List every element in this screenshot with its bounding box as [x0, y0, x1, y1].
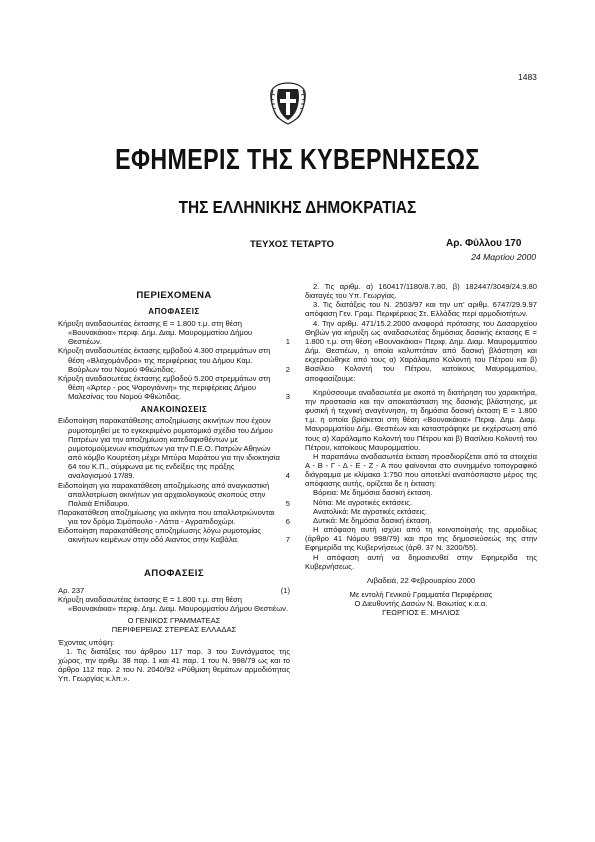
toc-entry-text: Ειδοποίηση παρακατάθεσης αποζημίωσης ακινήτων που έχουν ρυμοτομηθεί με το εγκεκριμένο ρυμοτομικό σχέδιο του Δήμου Πατρέων για την αποζημίωση κατεδαφισθέντων με ρυμοτομούμενων κτισμάτων για την Π.Ε.Ο. Πατρών Αθηνών από κόμβο Κουρτέση μέχρι Μπύρα Μαράτου για την ιδιοκτησία 64 του Κ.Π., σύμφωνα με τις ενδείξεις της πράξης αναλογισμού 17/89. — [58, 416, 280, 481]
toc-entry[interactable] — [58, 319, 290, 346]
place-date: Λιβαδειά, 22 Φεβρουαρίου 2000 — [366, 575, 476, 585]
toc-entry-text: Κήρυξη αναδασωτέας έκτασης Ε = 1.800 τ.μ. στη θέση «Βουνακάκια» περιφ. Δημ. Διαμ. Μαυρομματίου Δήμου Θεστιέων. — [58, 319, 253, 347]
toc-entry[interactable] — [58, 508, 290, 526]
issue-date: 24 Μαρτίου 2000 — [471, 252, 536, 262]
considering-label: Έχοντας υπόψη: — [58, 637, 115, 647]
consideration-item-4: 4. Την αριθμ. 471/15.2.2000 αναφορά πρότασης του Δασαρχείου Θηβών για κήρυξη ως αναδασωτέας δημόσιας δασικής έκτασης Ε = 1.800 τ.μ. στη θέση «Βουνακάκια» Περιφ. Δημ. Διαμ. Μαυρομματίου Δήμ. Θεστιέων, η οποία καλυπτόταν από δασική βλάστηση και εκχερσώθηκε από τους α) Χαράλαμπο Κολοντή του Πέτρου και β) Βασίλειο Κολοντή του Πέτρου, κατοίκους Μαυρομματίου, αποφασίζουμε: — [305, 318, 537, 383]
signature-line-1: Με εντολή Γενικού Γραμματέα Περιφέρειας — [349, 590, 493, 599]
toc-entry-page: 6 — [285, 517, 290, 527]
consideration-item-2: 2. Τις αριθμ. α) 160417/1180/8.7.80, β) 182447/3049/24.9.80 διαταγές του Υπ. Γεωργίας. — [305, 282, 537, 301]
issue-type: ΤΕΥΧΟΣ ΤΕΤΑΡΤΟ — [250, 239, 334, 250]
toc-entry[interactable] — [58, 374, 290, 401]
gazette-title: ΕΦΗΜΕΡΙΣ ΤΗΣ ΚΥΒΕΡΝΗΣΕΩΣ — [115, 144, 480, 176]
toc-decisions-title: ΑΠΟΦΑΣΕΙΣ — [148, 307, 200, 316]
toc-entry[interactable] — [58, 481, 290, 508]
toc-entry-page: 4 — [285, 471, 290, 481]
right-column — [305, 282, 537, 617]
signature-line-2: Ο Διευθυντής Δασών Ν. Βοιωτίας κ.α.α. — [354, 599, 488, 609]
bound-east: Ανατολικά: Με αγροτικές εκτάσεις. — [313, 506, 427, 516]
page-number: 1483 — [518, 72, 537, 82]
toc-entry-text: Κήρυξη αναδασωτέας έκτασης εμβαδού 4.300 στρεμμάτων στη θέση «Βλαχομάνδρα» της περιφέρειας του Δήμου Καμ. Βούρλων του Νομού Φθιώτιδας. — [58, 346, 271, 374]
decisions-heading: ΑΠΟΦΑΣΕΙΣ — [143, 567, 205, 579]
toc-entry-text: Κήρυξη αναδασωτέας έκτασης εμβαδού 5.200 στρεμμάτων στη θέση «Άρτερ - ρος Ψαρογιάννη» της περιφέρειας Δήμου Μαλεσίνας του Νομού Φθιώτιδας. — [58, 373, 271, 402]
toc-entry-page: 1 — [285, 337, 290, 347]
toc-notices-title: ΑΝΑΚΟΙΝΩΣΕΙΣ — [140, 405, 208, 415]
decision-number-row — [58, 586, 290, 595]
toc-title: ΠΕΡΙΕΧΟΜΕΝΑ — [136, 290, 212, 301]
toc-entry-page: 2 — [285, 364, 290, 374]
bound-north: Βόρεια: Με δημόσια δασική έκταση. — [313, 488, 433, 498]
decision-body-3: Η απόφαση αυτή ισχύει από τη κοινοποίησής της αρμοδίως (άρθρο 41 Νόμου 998/79) και προ της δημοσιεύσεώς της στην Εφημερίδα της Κυβερνήσεως (άρθ. 37 Ν. 3200/55). — [305, 525, 537, 553]
bound-west: Δυτικά: Με δημόσια δασική έκταση. — [313, 515, 432, 525]
gazette-subtitle: ΤΗΣ ΕΛΛΗΝΙΚΗΣ ΔΗΜΟΚΡΑΤΙΑΣ — [178, 197, 417, 217]
left-column — [58, 290, 290, 683]
toc-entry[interactable] — [58, 346, 290, 373]
toc-entry-text: Ειδοποίηση παρακατάθεσης αποζημίωσης λόγω ρυμοτομίας ακινήτων κειμένων στην οδό Αιαντος στην Καβάλα. — [58, 526, 262, 545]
signatory-name: ΓΕΩΡΓΙΟΣ Ε. ΜΗΛΙΟΣ — [382, 608, 460, 618]
bound-south: Νότια: Με αγροτικές εκτάσεις. — [313, 497, 412, 507]
decision-body-4: Η απόφαση αυτή να δημοσιευθεί στην Εφημερίδα της Κυβερνήσεως. — [305, 552, 537, 571]
toc-entry[interactable] — [58, 416, 290, 480]
toc-entry-text: Παρακατάθεση αποζημίωσης για ακίνητα που απαλλοτριώνονται για τον δρόμο Σιμόπουλο - Λάττα - Αγραπιδοχώρι. — [58, 507, 275, 527]
toc-entry-page: 7 — [285, 535, 290, 545]
consideration-item-1: 1. Τις διατάξεις του άρθρου 117 παρ. 3 του Συντάγματος της χώρας, την αριθμ. 38 παρ. 1 και 41 παρ. 1 του Ν. 998/79 ως και το άρθρο 112 παρ. 2 του Ν. 2040/92 «Ρύθμιση θεμάτων αρμοδιότητας Υπ. Γεωργίας κ.λπ.». — [58, 646, 290, 684]
authority-line-2: ΠΕΡΙΦΕΡΕΙΑΣ ΣΤΕΡΕΑΣ ΕΛΛΑΔΑΣ — [111, 625, 237, 635]
authority-line-1: Ο ΓΕΝΙΚΟΣ ΓΡΑΜΜΑΤΕΑΣ — [127, 616, 221, 626]
decision-body-2: Η παραπάνω αναδασωτέα έκταση προσδιορίζεται από τα στοιχεία Α - Β - Γ - Δ - Ε - Ζ - Α που φαίνονται στο συνημμένο τοπογραφικό διάγραμμα με κλίμακα 1:750 που αποτελεί αναπόσπαστο μέρος της απόφασης αυτής, ορίζεται δε η έκταση: — [305, 451, 537, 489]
greek-coat-of-arms-emblem — [268, 80, 308, 126]
decision-number: Αρ. 237 — [58, 585, 85, 595]
consideration-item-3: 3. Τις διατάξεις του Ν. 2503/97 και την υπ' αριθμ. 6747/29.9.97 απόφαση Γεν. Γραμ. Περιφέρειας Στ. Ελλάδας περί αρμοδιοτήτων. — [305, 300, 537, 319]
toc-entry[interactable] — [58, 526, 290, 544]
decision-subject: Κήρυξη αναδασωτέας έκτασης Ε = 1.800 τ.μ. στη θέση «Βουνακάκια» περιφ. Δημ. Διαμ. Μαυρομματίου Δήμου Θεστιέων. — [58, 594, 289, 614]
decision-marker: (1) — [280, 585, 290, 595]
decision-body-1: Κηρύσσουμε αναδασωτέα με σκοπό τη διατήρηση του χαρακτήρα, την προστασία και την αποκατάσταση της δασικής βλάστησης, με φυσική ή τεχνική αναγέννηση, τη δημόσια δασική έκταση Ε = 1.800 τ.μ. η οποία βρίσκεται στη θέση «Βουνακάκια» Περιφ. Δημ. Διαμ. Μαυρομματίου Δήμ. Θεστιέων και καταστράφηκε με εκχέρσωση από τους α) Χαράλαμπο Κολοντή του Πέτρου και β) Βασίλειο Κολοντή του Πέτρου, κατοίκους Μαυρομματίου. — [305, 387, 537, 452]
toc-entry-page: 5 — [285, 498, 290, 508]
toc-entry-page: 3 — [285, 392, 290, 402]
toc-entry-text: Ειδοποίηση για παρακατάθεση αποζημίωσης από αναγκαστική απαλλοτρίωση ακινήτων για αρχαιολογικούς σκοπούς στην Παλαιά Επίδαυρο. — [58, 480, 270, 508]
sheet-number: Αρ. Φύλλου 170 — [446, 238, 522, 249]
